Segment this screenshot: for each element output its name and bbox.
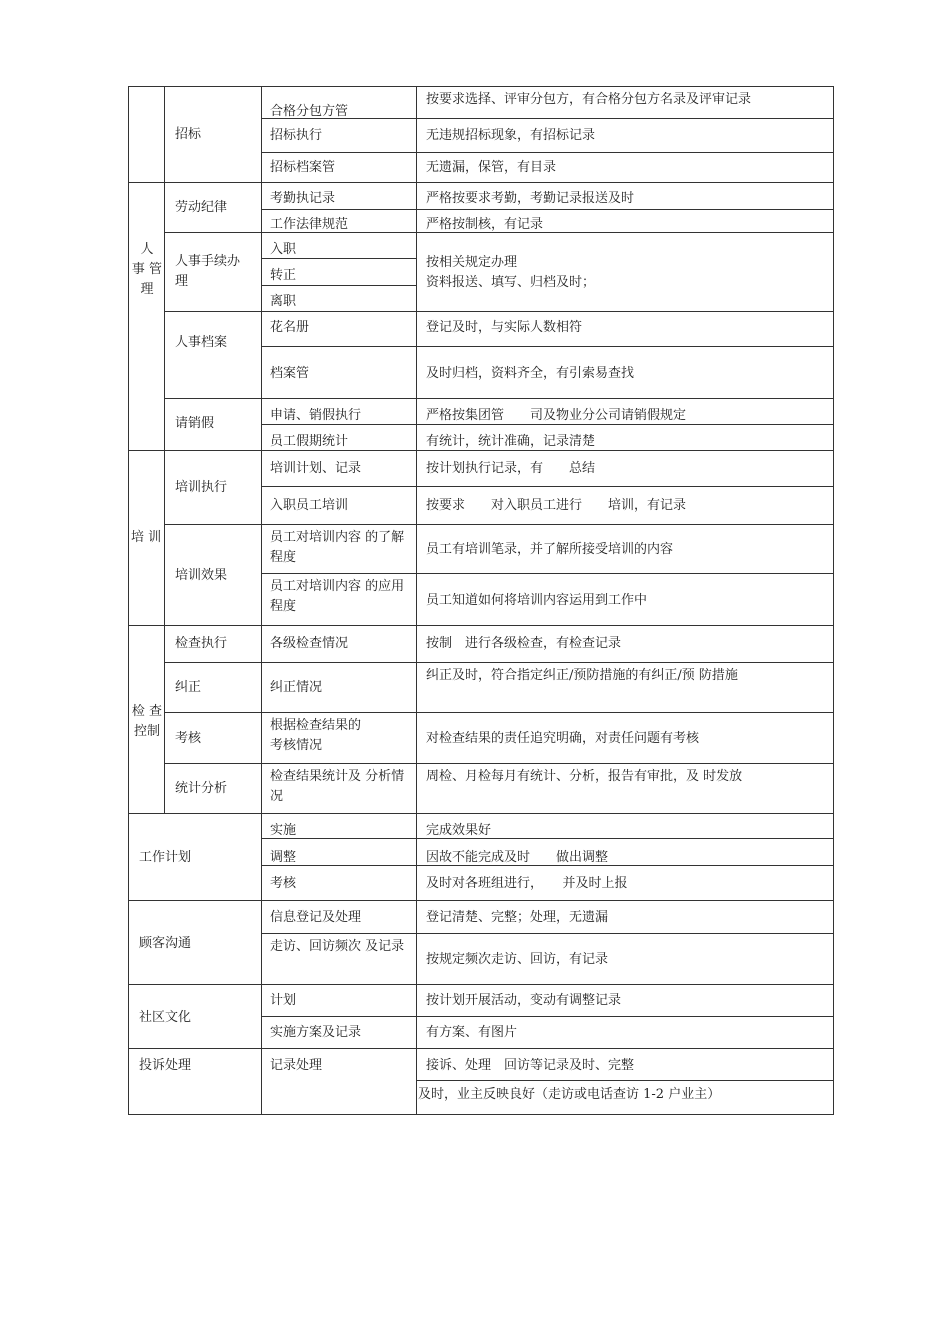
standard-cell: 及时归档，资料齐全，有引索易查找 xyxy=(426,366,635,381)
item-cell: 纠正情况 xyxy=(270,680,323,695)
item-cell: 工作法律规范 xyxy=(270,217,349,232)
section-label-jiancha: 检 查 控制 xyxy=(131,704,163,739)
sub-label-tongji: 统计分析 xyxy=(175,781,228,796)
standard-cell: 完成效果好 xyxy=(426,823,492,838)
standard-cell: 员工有培训笔录，并了解所接受培训的内容 xyxy=(426,542,674,557)
sub-label-zhaobiao: 招标 xyxy=(175,127,202,142)
sub-label-shouxu: 人事手续办 理 xyxy=(175,254,241,289)
item-cell: 培训计划、记录 xyxy=(270,461,362,476)
standard-cell: 登记及时，与实际人数相符 xyxy=(426,320,583,335)
section-label-renshi: 人 事 管 理 xyxy=(131,242,163,297)
section-label-tousu: 投诉处理 xyxy=(139,1058,192,1073)
standard-cell: 严格按要求考勤，考勤记录报送及时 xyxy=(426,191,635,206)
standard-cell: 对检查结果的责任追究明确，对责任问题有考核 xyxy=(426,731,700,746)
item-cell: 招标档案管 xyxy=(270,160,336,175)
item-cell: 检查结果统计及 分析情况 xyxy=(270,769,405,804)
section-label-peixun: 培 训 xyxy=(131,530,162,545)
item-cell: 转正 xyxy=(270,268,297,283)
sub-label-dangan: 人事档案 xyxy=(175,335,228,350)
item-cell: 申请、销假执行 xyxy=(270,408,362,423)
item-cell: 走访、回访频次 及记录 xyxy=(270,939,405,954)
item-cell: 员工对培训内容 的应用程度 xyxy=(270,579,405,614)
item-cell: 信息登记及处理 xyxy=(270,910,362,925)
standard-cell: 按计划执行记录，有 总结 xyxy=(426,461,596,476)
standard-cell: 按相关规定办理 资料报送、填写、归档及时； xyxy=(426,255,596,290)
section-label-gongzuo: 工作计划 xyxy=(139,850,192,865)
standard-cell: 按制 进行各级检查，有检查记录 xyxy=(426,636,622,651)
standard-cell: 登记清楚、完整；处理，无遗漏 xyxy=(426,910,609,925)
standard-cell: 无遗漏，保管，有目录 xyxy=(426,160,557,175)
item-cell: 考核 xyxy=(270,876,297,891)
standard-cell: 因故不能完成及时 做出调整 xyxy=(426,850,609,865)
item-cell: 入职 xyxy=(270,242,297,257)
standard-cell: 及时对各班组进行， 并及时上报 xyxy=(426,876,628,891)
item-cell: 合格分包方管 xyxy=(270,104,349,119)
standard-cell: 有统计，统计准确，记录清楚 xyxy=(426,434,596,449)
sub-label-jiuzheng: 纠正 xyxy=(175,680,202,695)
item-cell: 考勤执记录 xyxy=(270,191,336,206)
standard-cell: 接诉、处理 回访等记录及时、完整 xyxy=(426,1058,635,1073)
sub-label-pxxg: 培训效果 xyxy=(175,568,228,583)
standard-cell: 按规定频次走访、回访，有记录 xyxy=(426,952,609,967)
standard-cell: 严格按制核，有记录 xyxy=(426,217,544,232)
item-cell: 计划 xyxy=(270,993,297,1008)
item-cell: 员工对培训内容 的了解程度 xyxy=(270,530,405,565)
item-cell: 招标执行 xyxy=(270,128,323,143)
section-label-guke: 顾客沟通 xyxy=(139,936,192,951)
standard-cell: 按要求 对入职员工进行 培训，有记录 xyxy=(426,498,687,513)
sub-label-pxzx: 培训执行 xyxy=(175,480,228,495)
standard-cell: 无违规招标现象，有招标记录 xyxy=(426,128,596,143)
item-cell: 员工假期统计 xyxy=(270,434,349,449)
sub-label-jczx: 检查执行 xyxy=(175,636,228,651)
item-cell: 调整 xyxy=(270,850,297,865)
sub-label-kaohe: 考核 xyxy=(175,731,202,746)
item-cell: 根据检查结果的 考核情况 xyxy=(270,718,362,753)
item-cell: 实施方案及记录 xyxy=(270,1025,362,1040)
item-cell: 花名册 xyxy=(270,320,310,335)
item-cell: 实施 xyxy=(270,823,297,838)
standard-cell: 及时，业主反映良好（走访或电话查访 1-2 户业主） xyxy=(418,1087,721,1102)
section-label-shequ: 社区文化 xyxy=(139,1010,192,1025)
standard-cell: 纠正及时，符合指定纠正/预防措施的有纠正/预 防措施 xyxy=(426,668,738,683)
sub-label-xiaojia: 请销假 xyxy=(175,416,215,431)
item-cell: 入职员工培训 xyxy=(270,498,349,513)
item-cell: 档案管 xyxy=(270,366,310,381)
item-cell: 离职 xyxy=(270,294,297,309)
standard-cell: 员工知道如何将培训内容运用到工作中 xyxy=(426,593,648,608)
standard-cell: 严格按集团管 司及物业分公司请销假规定 xyxy=(426,408,687,423)
standard-cell: 按计划开展活动，变动有调整记录 xyxy=(426,993,622,1008)
standard-cell: 有方案、有图片 xyxy=(426,1025,518,1040)
standard-cell: 按要求选择、评审分包方，有合格分包方名录及评审记录 xyxy=(426,92,752,107)
item-cell: 各级检查情况 xyxy=(270,636,349,651)
item-cell: 记录处理 xyxy=(270,1058,323,1073)
sub-label-laodong: 劳动纪律 xyxy=(175,200,228,215)
standard-cell: 周检、月检每月有统计、分析，报告有审批，及 时发放 xyxy=(426,769,743,784)
